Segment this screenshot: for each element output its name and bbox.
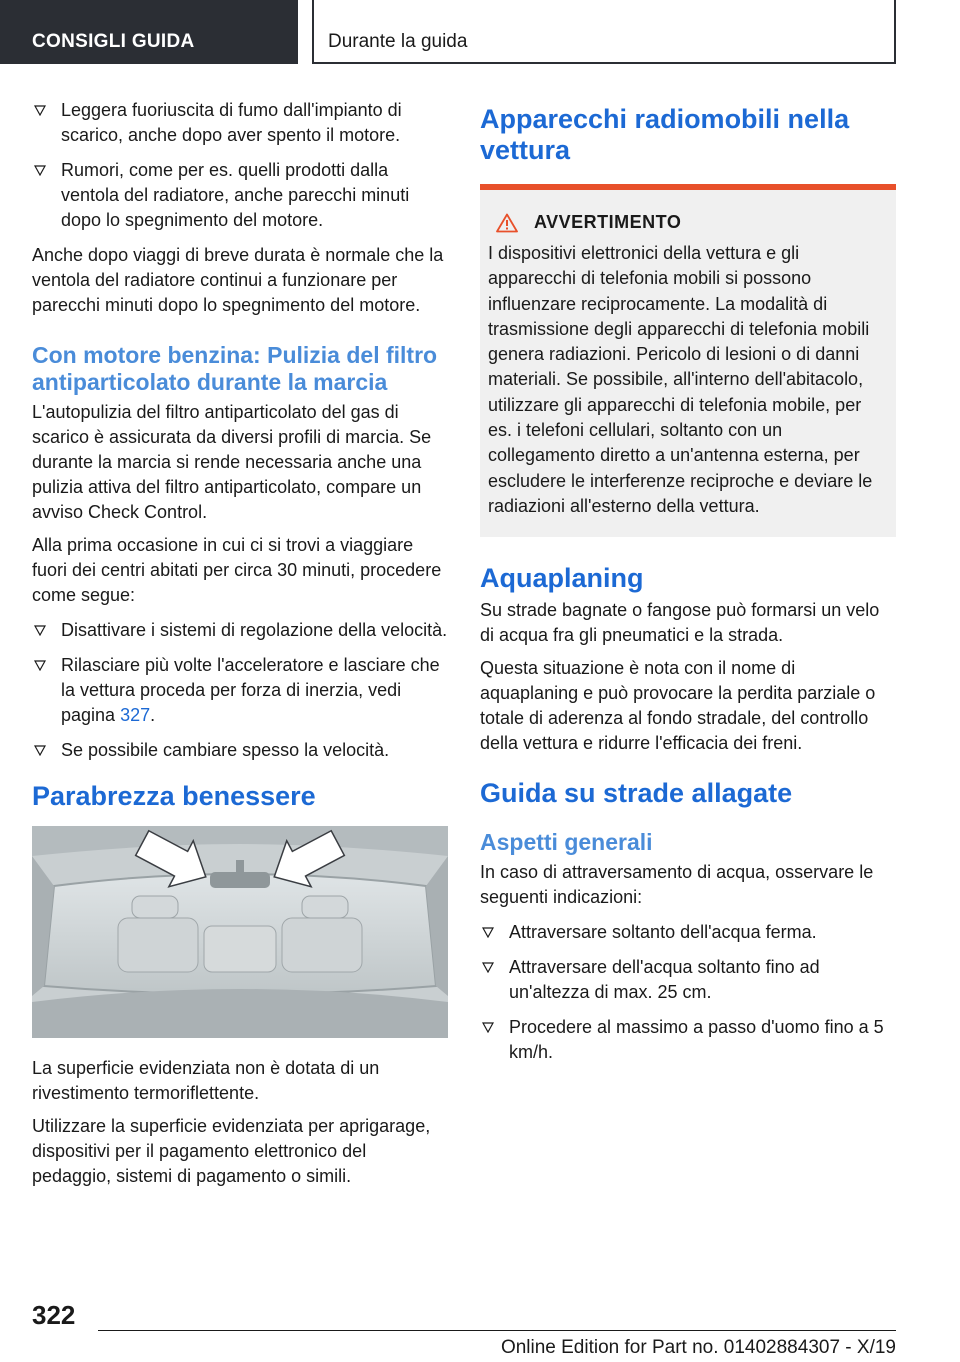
list-item-text: Rumori, come per es. quelli prodotti dalla ventola del radiatore, anche parecchi minuti dopo lo spegnimento del motore. <box>61 160 410 230</box>
list-item <box>32 653 448 728</box>
paragraph-windshield-2: Utilizzare la superficie evidenziata per aprigarage, dispositivi per il pagamento elettronico del pedaggio, sistemi di pagamento o simili. <box>32 1116 431 1186</box>
subheading-general: Aspetti generali <box>480 829 653 856</box>
windshield-photo <box>32 826 448 1038</box>
heading-radio: Apparecchi radiomobili nella vettura <box>480 104 850 165</box>
left-column <box>32 98 448 1197</box>
page-link-327[interactable]: 327 <box>120 705 151 725</box>
bullet-list-filter <box>32 618 448 763</box>
right-column <box>480 98 896 1075</box>
list-item-text: Procedere al massimo a passo d'uomo fino a 5 km/h. <box>509 1017 884 1063</box>
triangle-bullet-icon <box>34 625 46 636</box>
list-item-text: Leggera fuoriuscita di fumo dall'impianto di scarico, anche dopo aver spento il motore. <box>61 100 402 145</box>
paragraph-fan: Anche dopo viaggi di breve durata è normale che la ventola del radiatore continui a funzionare per parecchi minuti dopo lo spegnimento del motore. <box>32 245 444 315</box>
list-item-text: Se possibile cambiare spesso la velocità. <box>61 740 390 760</box>
section-tab: CONSIGLI GUIDA <box>0 0 298 64</box>
warning-title: AVVERTIMENTO <box>534 212 682 232</box>
paragraph-filter-2: Alla prima occasione in cui ci si trovi a viaggiare fuori dei centri abitati per circa 30 minuti, procedere come segue: <box>32 535 442 605</box>
list-item-text: Disattivare i sistemi di regolazione della velocità. <box>61 620 448 640</box>
list-item <box>480 920 896 945</box>
paragraph-flood: In caso di attraversamento di acqua, osservare le seguenti indicazioni: <box>480 862 874 908</box>
triangle-bullet-icon <box>34 105 46 116</box>
list-item <box>480 955 896 1005</box>
warning-text: I dispositivi elettronici della vettura e gli apparecchi di telefonia mobili si possono influenzare reciprocamente. La modalità di trasmissione degli apparecchi di telefonia mobili genera radiazioni. Pericolo di lesioni o di danni materiali. Se possibile, all'interno dell'abitacolo, utilizzare gli apparecchi di telefonia mobile, per es. i telefoni cellulari, soltanto con un collegamento diretto a un'antenna esterna, per escludere le interferenze reciproche e deviare le radiazioni all'esterno della vettura. <box>488 243 873 516</box>
paragraph-aqua-2: Questa situazione è nota con il nome di aquaplaning e può provocare la perdita parziale o totale di aderenza al fondo stradale, del controllo della vettura e ridurre l'efficacia dei freni. <box>480 658 876 754</box>
heading-filter: Con motore benzina: Pulizia del filtro antiparticolato durante la marcia <box>32 342 438 395</box>
page-number: 322 <box>32 1300 76 1330</box>
triangle-bullet-icon <box>482 1022 494 1033</box>
footer-edition: Online Edition for Part no. 01402884307 - X/19 <box>500 1337 896 1358</box>
list-item <box>32 98 448 148</box>
bullet-list-flood <box>480 920 896 1065</box>
paragraph-windshield-1: La superficie evidenziata non è dotata di un rivestimento termoriflettente. <box>32 1058 380 1103</box>
footer-divider <box>98 1330 896 1331</box>
paragraph-aqua-1: Su strade bagnate o fangose può formarsi un velo di acqua fra gli pneumatici e la strada. <box>480 600 880 646</box>
chapter-title: Durante la guida <box>312 0 896 64</box>
car-interior-image <box>32 826 448 1038</box>
triangle-bullet-icon <box>482 927 494 938</box>
triangle-bullet-icon <box>34 165 46 176</box>
list-item-text: Attraversare dell'acqua soltanto fino ad un'altezza di max. 25 cm. <box>509 957 820 1003</box>
warning-header <box>488 212 882 233</box>
list-item-text: Attraversare soltanto dell'acqua ferma. <box>509 922 817 943</box>
list-item-text: Rilasciare più volte l'acceleratore e lasciare che la vettura proceda per forza di inerzia, vedi pagina <box>61 655 440 725</box>
paragraph-filter-1: L'autopulizia del filtro antiparticolato del gas di scarico è assicurata da diversi profili di marcia. Se durante la marcia si rende necessaria anche una pulizia attiva del filtro antiparticolato, compare un avviso Check Control. <box>32 402 432 522</box>
triangle-bullet-icon <box>34 745 46 756</box>
list-item <box>32 158 448 233</box>
warning-triangle-icon <box>496 213 518 233</box>
warning-box <box>480 184 896 537</box>
list-item <box>480 1015 896 1065</box>
triangle-bullet-icon <box>34 660 46 671</box>
heading-aquaplaning: Aquaplaning <box>480 563 644 594</box>
triangle-bullet-icon <box>482 962 494 973</box>
list-item <box>32 738 448 763</box>
bullet-list-smoke <box>32 98 448 233</box>
list-item-text-end: . <box>150 705 156 725</box>
list-item <box>32 618 448 643</box>
heading-windshield: Parabrezza benessere <box>32 781 316 811</box>
heading-flood: Guida su strade allagate <box>480 778 793 809</box>
